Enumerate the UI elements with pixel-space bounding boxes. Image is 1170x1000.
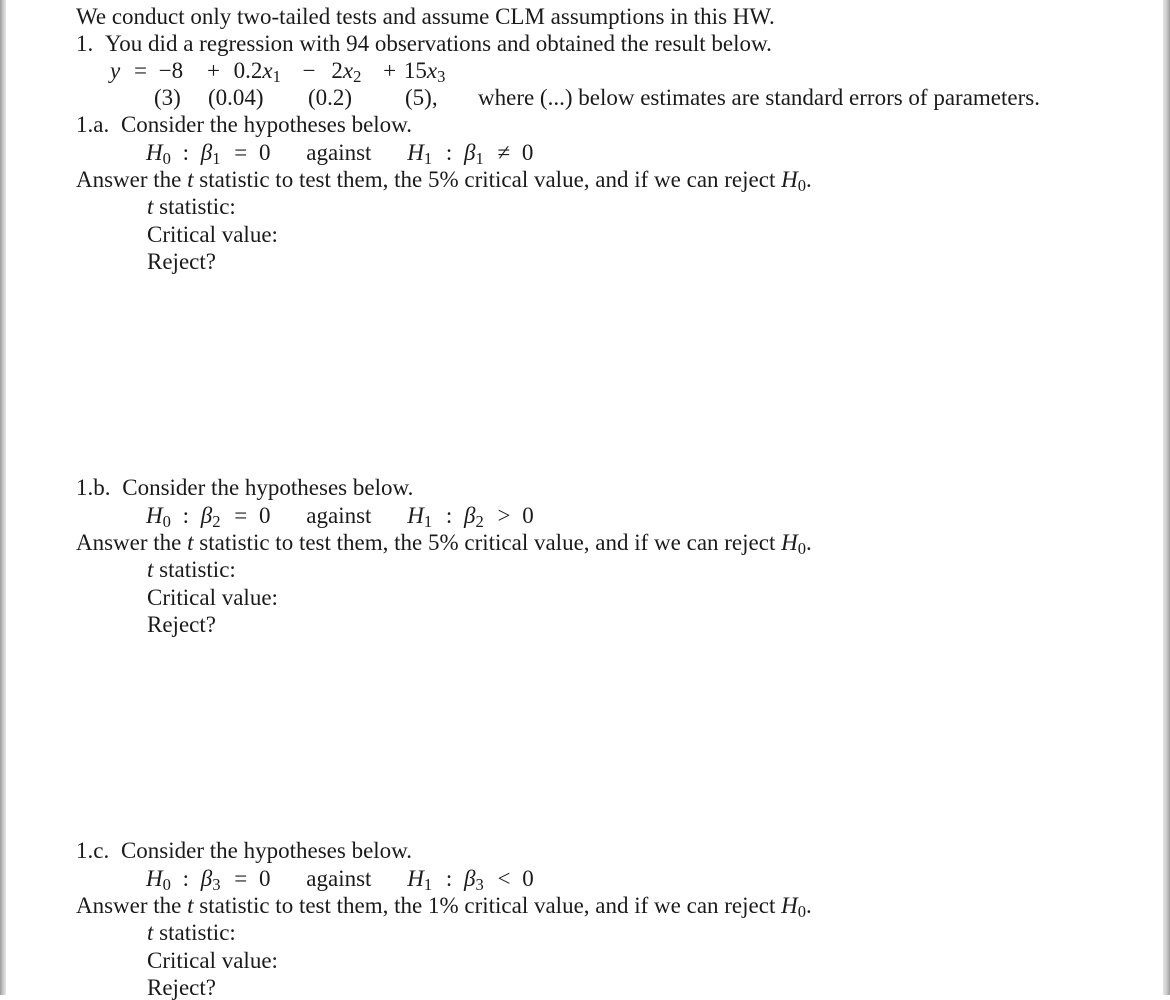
part-b-beta-alt-sub: 2	[475, 512, 484, 532]
part-c-colon-1: :	[182, 866, 190, 891]
part-a-answer	[76, 167, 812, 196]
page-left-edge	[0, 0, 6, 995]
se-coef-2: (0.2)	[308, 85, 353, 110]
part-a-hypotheses	[146, 140, 534, 169]
part-a-beta-alt: β	[463, 140, 476, 165]
part-c-h1: H	[407, 866, 424, 891]
part-c-h0: H	[146, 866, 163, 891]
part-c-answer	[76, 893, 812, 922]
part-a-h0: H	[146, 140, 163, 165]
part-b-answer-t: t	[187, 530, 194, 555]
part-b-answer-pre: Answer the	[76, 530, 188, 555]
part-a-beta-null: β	[200, 140, 213, 165]
part-a-null-rel: =	[234, 140, 248, 165]
part-a-answer-mid: statistic to test them, the 5% critical value, and if we can reject	[193, 167, 782, 192]
part-b-answer-h: H	[781, 530, 798, 555]
eq-minus-2: −	[302, 58, 316, 83]
eq-coef-2: 2	[331, 58, 343, 83]
part-b-hypotheses	[146, 503, 534, 532]
part-a-beta-alt-sub: 1	[475, 149, 484, 169]
part-b-against: against	[306, 503, 372, 528]
part-a-answer-t: t	[187, 167, 194, 192]
part-a-h0-sub: 0	[162, 149, 171, 169]
eq-sub-2: 2	[353, 67, 362, 87]
page-right-edge	[1163, 0, 1170, 995]
part-c-alt-rel: <	[497, 866, 511, 891]
part-a-null-val: 0	[259, 140, 271, 165]
se-intercept: (3)	[154, 85, 181, 110]
part-b-answer-mid: statistic to test them, the 5% critical value, and if we can reject	[193, 530, 782, 555]
eq-var-2: x	[342, 58, 354, 83]
part-c-answer-pre: Answer the	[76, 893, 188, 918]
part-b-beta-alt: β	[463, 503, 476, 528]
eq-equals: =	[133, 58, 147, 83]
part-b-t-statistic-label	[147, 558, 236, 581]
part-b-answer	[76, 530, 812, 559]
part-c-answer-h-sub: 0	[797, 902, 806, 922]
part-a-answer-h-sub: 0	[797, 176, 806, 196]
part-b-colon-1: :	[182, 503, 190, 528]
question-text: You did a regression with 94 observations and obtained the result below.	[105, 31, 772, 56]
se-coef-3: (5),	[405, 85, 438, 110]
part-c-reject-label: Reject?	[147, 975, 216, 1000]
se-note: where (...) below estimates are standard errors of parameters.	[478, 85, 1040, 110]
eq-var-3: x	[426, 58, 438, 83]
part-a-against: against	[306, 140, 372, 165]
part-b-consider: Consider the hypotheses below.	[122, 475, 414, 500]
part-a-heading	[76, 113, 412, 136]
eq-lhs: y	[110, 58, 121, 83]
part-c-heading	[76, 839, 412, 862]
part-b-h1-sub: 1	[423, 512, 433, 532]
part-c-h0-sub: 0	[162, 875, 171, 895]
part-b-h0: H	[146, 503, 163, 528]
part-a-h1: H	[407, 140, 424, 165]
part-a-consider: Consider the hypotheses below.	[120, 112, 413, 137]
eq-sub-3: 3	[437, 67, 446, 87]
question-line	[76, 32, 772, 55]
part-b-beta-null: β	[200, 503, 213, 528]
part-a-t-label-t: t	[147, 194, 154, 219]
part-b-answer-h-sub: 0	[797, 539, 806, 559]
part-a-colon-1: :	[182, 140, 190, 165]
part-c-hypotheses	[146, 866, 534, 895]
part-b-answer-end: .	[806, 530, 812, 555]
eq-coef-3: 15	[403, 58, 427, 83]
part-c-consider: Consider the hypotheses below.	[120, 838, 413, 863]
part-a-t-label-rest: statistic:	[153, 194, 236, 219]
part-b-t-label-rest: statistic:	[153, 557, 236, 582]
part-c-null-rel: =	[234, 866, 248, 891]
part-a-answer-pre: Answer the	[76, 167, 188, 192]
eq-sub-1: 1	[272, 67, 281, 87]
part-c-beta-null: β	[200, 866, 213, 891]
question-number: 1.	[76, 31, 94, 56]
part-b-reject-label: Reject?	[147, 612, 216, 637]
part-c-beta-alt: β	[463, 866, 476, 891]
eq-coef-1: 0.2	[233, 58, 263, 83]
part-c-answer-end: .	[806, 893, 812, 918]
eq-intercept: −8	[158, 58, 184, 83]
part-c-against: against	[306, 866, 372, 891]
part-c-label: 1.c.	[76, 838, 110, 863]
part-b-null-val: 0	[259, 503, 271, 528]
part-c-beta-null-sub: 3	[212, 875, 221, 895]
part-b-heading	[76, 476, 413, 499]
part-c-null-val: 0	[259, 866, 271, 891]
part-a-alt-val: 0	[521, 140, 534, 165]
part-c-answer-mid: statistic to test them, the 1% critical value, and if we can reject	[193, 893, 782, 918]
part-b-alt-val: 0	[522, 503, 534, 528]
part-a-answer-end: .	[806, 167, 812, 192]
part-a-h1-sub: 1	[423, 149, 433, 169]
part-a-t-statistic-label	[147, 195, 236, 218]
part-c-alt-val: 0	[522, 866, 534, 891]
part-a-colon-2: :	[445, 140, 453, 165]
part-b-colon-2: :	[445, 503, 453, 528]
eq-plus-3: +	[383, 58, 397, 83]
regression-equation	[110, 58, 446, 87]
part-a-alt-rel: ≠	[497, 140, 511, 165]
part-b-critical-value-label: Critical value:	[147, 585, 278, 610]
part-b-alt-rel: >	[497, 503, 511, 528]
part-c-answer-h: H	[781, 893, 798, 918]
part-b-t-label-t: t	[147, 557, 154, 582]
part-a-reject-label: Reject?	[147, 249, 216, 274]
part-c-critical-value-label: Critical value:	[147, 948, 278, 973]
part-b-h1: H	[407, 503, 424, 528]
eq-plus-1: +	[206, 58, 220, 83]
part-c-t-label-t: t	[147, 920, 154, 945]
part-b-null-rel: =	[234, 503, 248, 528]
part-a-answer-h: H	[781, 167, 798, 192]
part-b-beta-null-sub: 2	[212, 512, 221, 532]
part-a-beta-null-sub: 1	[212, 149, 221, 169]
part-c-h1-sub: 1	[423, 875, 433, 895]
part-c-t-label-rest: statistic:	[153, 920, 236, 945]
part-c-beta-alt-sub: 3	[475, 875, 484, 895]
intro-text: We conduct only two-tailed tests and assume CLM assumptions in this HW.	[76, 4, 775, 29]
part-b-label: 1.b.	[76, 475, 111, 500]
se-coef-1: (0.04)	[208, 85, 264, 110]
part-b-h0-sub: 0	[162, 512, 171, 532]
part-c-t-statistic-label	[147, 921, 236, 944]
part-c-colon-2: :	[445, 866, 453, 891]
part-a-label: 1.a.	[76, 112, 110, 137]
part-c-answer-t: t	[187, 893, 194, 918]
part-a-critical-value-label: Critical value:	[147, 222, 278, 247]
eq-var-1: x	[262, 58, 273, 83]
